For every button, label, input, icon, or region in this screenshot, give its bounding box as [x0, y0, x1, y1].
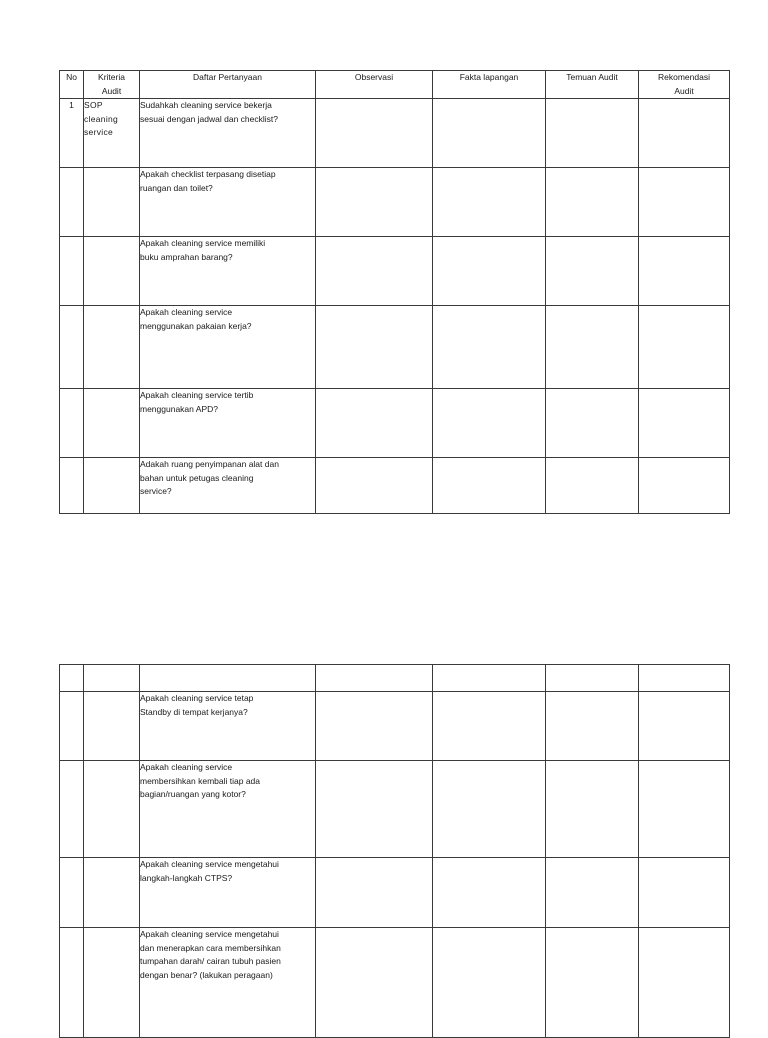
table-row — [60, 168, 730, 237]
observasi-cell — [316, 306, 433, 389]
row-number: 1 — [60, 99, 84, 168]
fakta-cell — [433, 389, 546, 458]
question-cell: Apakah cleaning service tetap Standby di tempat kerjanya? — [140, 692, 316, 761]
table-row — [60, 237, 730, 306]
rekomendasi-cell — [639, 928, 730, 1038]
temuan-cell — [546, 458, 639, 514]
question-cell — [140, 665, 316, 692]
rekomendasi-cell — [639, 237, 730, 306]
no-cell — [60, 665, 84, 692]
question-cell: Apakah cleaning service tertib menggunakan APD? — [140, 389, 316, 458]
kriteria-cell: SOP cleaning service — [84, 99, 140, 168]
kriteria-cell — [84, 237, 140, 306]
temuan-cell — [546, 761, 639, 858]
temuan-cell — [546, 99, 639, 168]
table-row — [60, 761, 730, 858]
observasi-cell — [316, 458, 433, 514]
row-number — [60, 168, 84, 237]
rekomendasi-cell — [639, 306, 730, 389]
rekomendasi-cell — [639, 665, 730, 692]
header-rekomendasi-audit: Rekomendasi Audit — [639, 71, 730, 99]
table-row — [60, 458, 730, 514]
table-row — [60, 306, 730, 389]
fakta-cell — [433, 168, 546, 237]
question-cell: Apakah checklist terpasang disetiap ruangan dan toilet? — [140, 168, 316, 237]
header-fakta-lapangan: Fakta lapangan — [433, 71, 546, 99]
temuan-cell — [546, 928, 639, 1038]
no-cell — [60, 928, 84, 1038]
no-cell — [60, 858, 84, 928]
table-row — [60, 928, 730, 1038]
observasi-cell — [316, 237, 433, 306]
observasi-cell — [316, 665, 433, 692]
observasi-cell — [316, 928, 433, 1038]
observasi-cell — [316, 168, 433, 237]
temuan-cell — [546, 237, 639, 306]
question-cell: Apakah cleaning service menggunakan pakaian kerja? — [140, 306, 316, 389]
temuan-cell — [546, 858, 639, 928]
question-cell: Apakah cleaning service mengetahui dan menerapkan cara membersihkan tumpahan darah/ cairan tubuh pasien dengan benar? (lakukan peragaan) — [140, 928, 316, 1038]
kriteria-cell — [84, 665, 140, 692]
table-row — [60, 858, 730, 928]
row-number — [60, 237, 84, 306]
table-row — [60, 692, 730, 761]
table-row — [60, 99, 730, 168]
question-cell: Apakah cleaning service membersihkan kembali tiap ada bagian/ruangan yang kotor? — [140, 761, 316, 858]
question-cell: Adakah ruang penyimpanan alat dan bahan untuk petugas cleaning service? — [140, 458, 316, 514]
table-row — [60, 389, 730, 458]
row-number — [60, 389, 84, 458]
header-temuan-audit: Temuan Audit — [546, 71, 639, 99]
observasi-cell — [316, 692, 433, 761]
fakta-cell — [433, 99, 546, 168]
observasi-cell — [316, 858, 433, 928]
fakta-cell — [433, 928, 546, 1038]
kriteria-cell — [84, 858, 140, 928]
question-cell: Apakah cleaning service mengetahui langkah-langkah CTPS? — [140, 858, 316, 928]
rekomendasi-cell — [639, 858, 730, 928]
observasi-cell — [316, 761, 433, 858]
header-kriteria-audit: Kriteria Audit — [84, 71, 140, 99]
observasi-cell — [316, 99, 433, 168]
fakta-cell — [433, 306, 546, 389]
rekomendasi-cell — [639, 99, 730, 168]
kriteria-cell — [84, 692, 140, 761]
no-cell — [60, 692, 84, 761]
header-row — [60, 71, 730, 99]
fakta-cell — [433, 858, 546, 928]
fakta-cell — [433, 237, 546, 306]
audit-table-2 — [59, 664, 730, 1038]
rekomendasi-cell — [639, 389, 730, 458]
temuan-cell — [546, 306, 639, 389]
kriteria-cell — [84, 761, 140, 858]
temuan-cell — [546, 692, 639, 761]
kriteria-cell — [84, 168, 140, 237]
row-number — [60, 458, 84, 514]
kriteria-cell — [84, 306, 140, 389]
fakta-cell — [433, 665, 546, 692]
header-daftar-pertanyaan: Daftar Pertanyaan — [140, 71, 316, 99]
fakta-cell — [433, 458, 546, 514]
header-observasi: Observasi — [316, 71, 433, 99]
rekomendasi-cell — [639, 692, 730, 761]
audit-table-1 — [59, 70, 730, 514]
question-cell: Apakah cleaning service memiliki buku amprahan barang? — [140, 237, 316, 306]
kriteria-cell — [84, 389, 140, 458]
fakta-cell — [433, 692, 546, 761]
observasi-cell — [316, 389, 433, 458]
header-no: No — [60, 71, 84, 99]
table-row — [60, 665, 730, 692]
fakta-cell — [433, 761, 546, 858]
temuan-cell — [546, 168, 639, 237]
kriteria-cell — [84, 458, 140, 514]
row-number — [60, 306, 84, 389]
rekomendasi-cell — [639, 761, 730, 858]
question-cell: Sudahkah cleaning service bekerja sesuai dengan jadwal dan checklist? — [140, 99, 316, 168]
temuan-cell — [546, 389, 639, 458]
rekomendasi-cell — [639, 168, 730, 237]
kriteria-cell — [84, 928, 140, 1038]
no-cell — [60, 761, 84, 858]
temuan-cell — [546, 665, 639, 692]
rekomendasi-cell — [639, 458, 730, 514]
